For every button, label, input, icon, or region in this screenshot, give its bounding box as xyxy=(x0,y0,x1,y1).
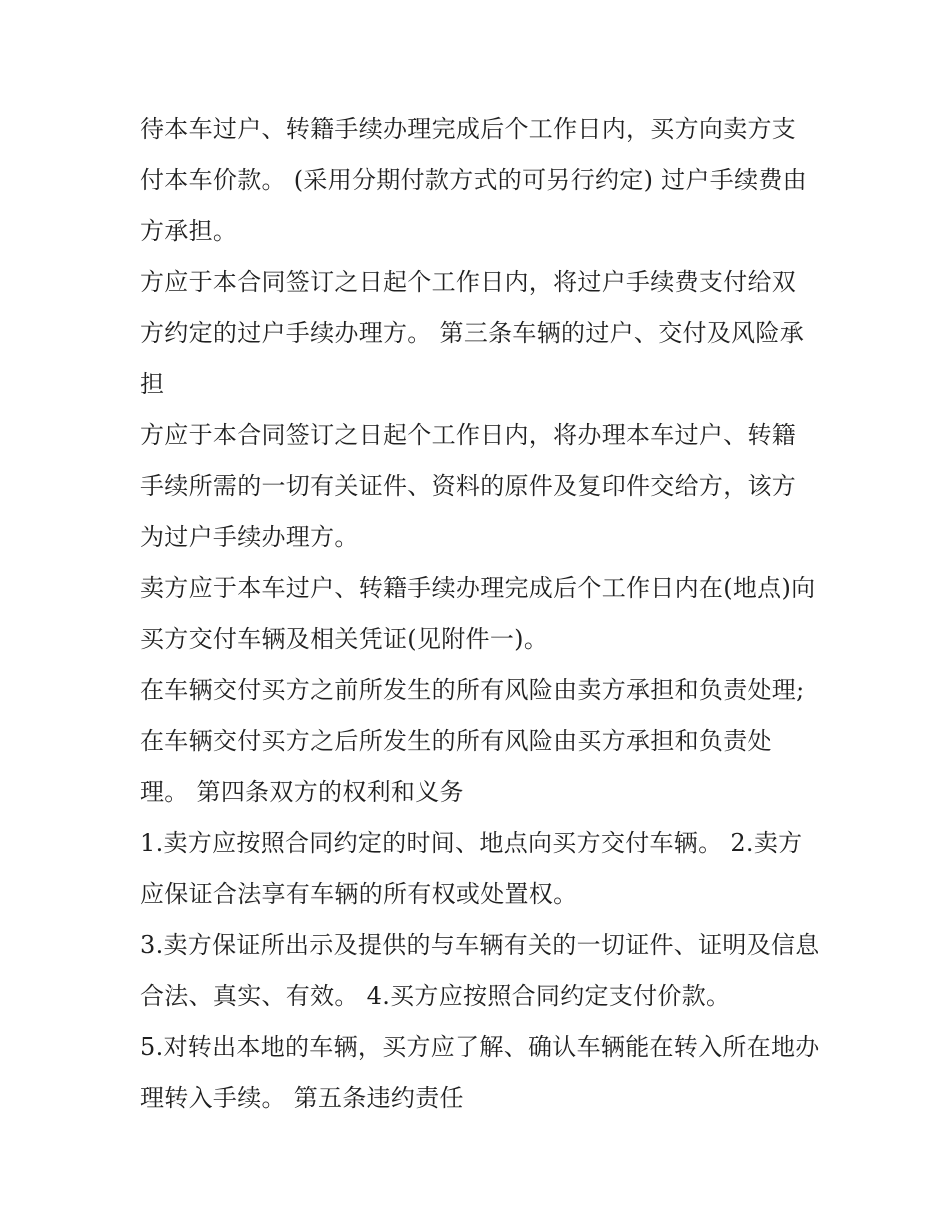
paragraph-4: 卖方应于本车过户、转籍手续办理完成后个工作日内在(地点)向买方交付车辆及相关凭证(见附件一)。 xyxy=(140,574,816,653)
paragraph-7: 3.卖方保证所出示及提供的与车辆有关的一切证件、证明及信息合法、真实、有效。 4.买方应按照合同约定支付价款。 xyxy=(140,931,820,1010)
paragraph-5: 在车辆交付买方之前所发生的所有风险由卖方承担和负责处理;在车辆交付买方之后所发生的所有风险由买方承担和负责处理。 第四条双方的权利和义务 xyxy=(140,676,805,806)
paragraph-3: 方应于本合同签订之日起个工作日内，将办理本车过户、转籍手续所需的一切有关证件、资料的原件及复印件交给方，该方为过户手续办理方。 xyxy=(140,421,797,551)
document-body xyxy=(140,104,820,1124)
paragraph-1: 待本车过户、转籍手续办理完成后个工作日内，买方向卖方支付本车价款。 (采用分期付款方式的可另行约定) 过户手续费由方承担。 xyxy=(140,115,807,245)
paragraph-2: 方应于本合同签订之日起个工作日内，将过户手续费支付给双方约定的过户手续办理方。 第三条车辆的过户、交付及风险承担 xyxy=(140,268,805,398)
paragraph-6: 1.卖方应按照合同约定的时间、地点向买方交付车辆。 2.卖方应保证合法享有车辆的所有权或处置权。 xyxy=(140,829,803,908)
paragraph-8: 5.对转出本地的车辆，买方应了解、确认车辆能在转入所在地办理转入手续。 第五条违约责任 xyxy=(140,1033,820,1112)
